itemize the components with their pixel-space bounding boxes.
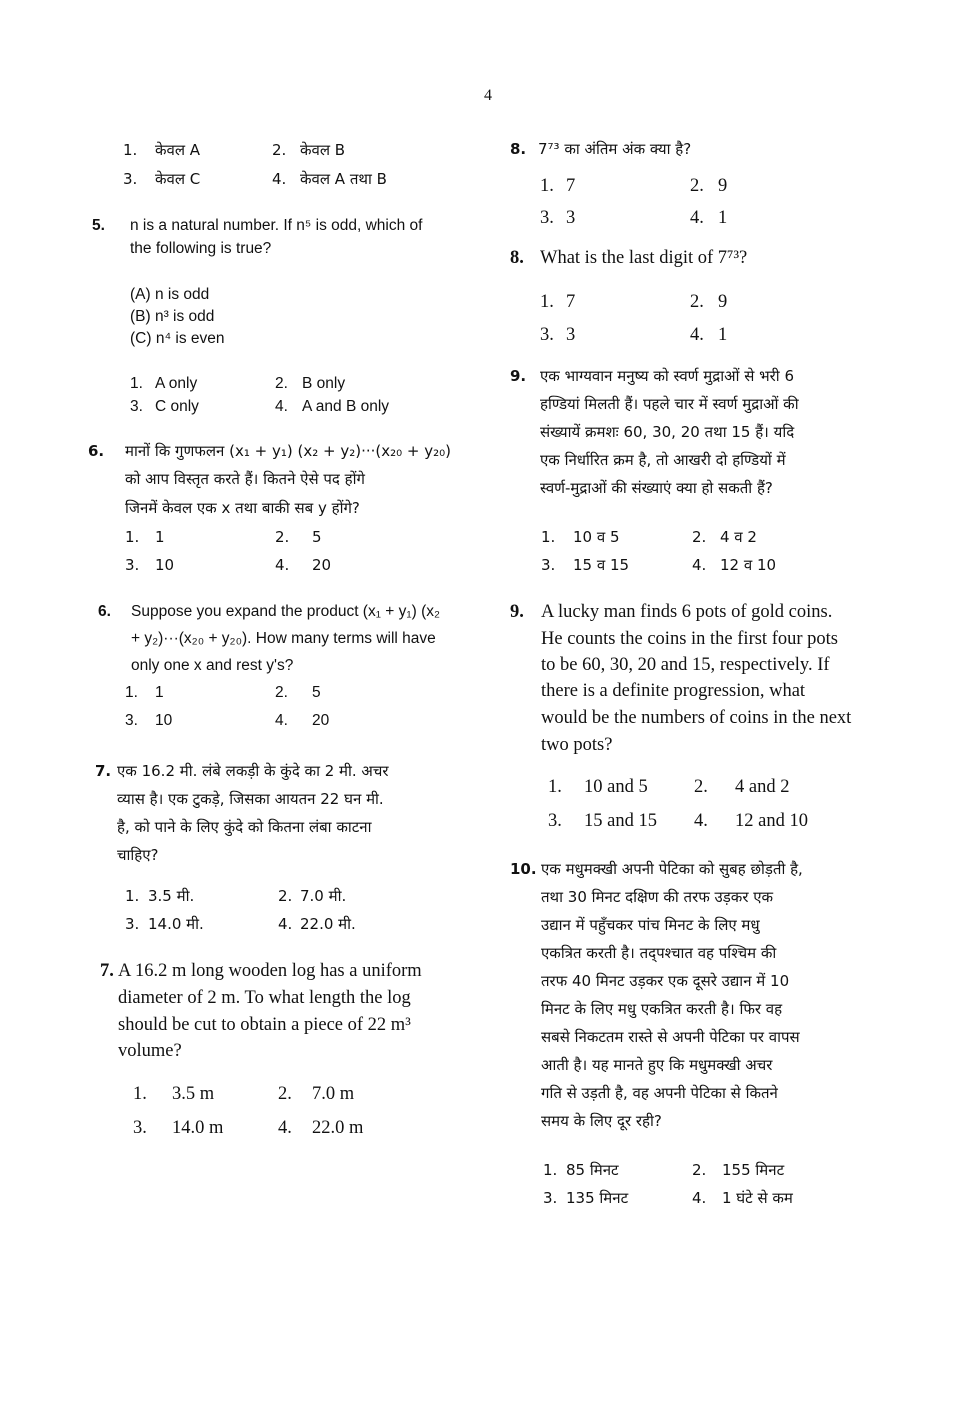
question-text-line: diameter of 2 m. To what length the log (118, 988, 411, 1008)
question-text-line: to be 60, 30, 20 and 15, respectively. If (541, 655, 830, 675)
question-text-line: volume? (118, 1041, 182, 1061)
option-text: केवल C (155, 170, 201, 188)
option-number: 2. (692, 1161, 707, 1179)
option-text: 15 and 15 (584, 811, 657, 831)
option-text: 7.0 m (312, 1084, 355, 1104)
option-number: 3. (130, 398, 143, 415)
question-text-line: only one x and rest y's? (131, 657, 294, 674)
option-number: 4. (690, 325, 704, 345)
option-number: 4. (690, 208, 704, 228)
question-text-line: तथा 30 मिनट दक्षिण की तरफ उड़कर एक (541, 888, 774, 906)
option-number: 1. (548, 777, 562, 797)
question-text-line: मानों कि गुणफलन (x₁ + y₁) (x₂ + y₂)···(x₂₀ + y₂₀) (125, 442, 451, 460)
question-text-line: He counts the coins in the first four pots (541, 629, 838, 649)
option-number: 3. (541, 556, 556, 574)
option-number: 4. (275, 398, 288, 415)
option-number: 1. (125, 684, 138, 701)
option-text: 135 मिनट (566, 1189, 629, 1207)
option-number: 1. (130, 375, 143, 392)
option-text: केवल B (300, 141, 346, 159)
option-text: A only (155, 375, 198, 392)
option-number: 4. (275, 556, 290, 574)
question-text-line: उद्यान में पहुँचकर पांच मिनट के लिए मधु (541, 916, 760, 934)
question-number: 7. (95, 762, 112, 780)
option-number: 4. (278, 915, 293, 933)
option-number: 1. (540, 176, 554, 196)
option-text: 10 व 5 (573, 528, 620, 546)
question-text-line: A lucky man finds 6 pots of gold coins. (541, 602, 833, 622)
question-number: 7. (100, 961, 114, 981)
option-number: 2. (272, 141, 287, 159)
option-number: 1. (125, 887, 140, 905)
question-text-line: 7⁷³ का अंतिम अंक क्या है? (538, 140, 692, 158)
option-text: 3.5 मी. (148, 887, 195, 905)
option-text: 9 (718, 292, 728, 312)
page-number: 4 (484, 87, 492, 104)
question-text-line: What is the last digit of 7⁷³? (540, 248, 748, 268)
statement: (B) n³ is odd (130, 308, 215, 325)
option-text: 9 (718, 176, 728, 196)
question-text-line: there is a definite progression, what (541, 681, 806, 701)
option-number: 1. (125, 528, 140, 546)
option-text: 14.0 m (172, 1118, 224, 1138)
option-text: B only (302, 375, 346, 392)
option-number: 3. (125, 915, 140, 933)
option-text: 22.0 m (312, 1118, 364, 1138)
question-text-line: n is a natural number. If n⁵ is odd, which of (130, 217, 423, 234)
option-number: 4. (692, 556, 707, 574)
statement: (A) n is odd (130, 286, 210, 303)
option-text: 10 and 5 (584, 777, 648, 797)
question-text-line: जिनमें केवल एक x तथा बाकी सब y होंगे? (125, 499, 360, 517)
option-number: 3. (540, 208, 554, 228)
option-text: 4 and 2 (735, 777, 790, 797)
question-number: 9. (510, 602, 524, 622)
option-number: 2. (278, 1084, 292, 1104)
option-text: 85 मिनट (566, 1161, 619, 1179)
option-number: 1. (133, 1084, 147, 1104)
option-number: 2. (275, 684, 288, 701)
question-text-line: हण्डियां मिलती हैं। पहले चार में स्वर्ण मुद्राओं की (540, 395, 799, 413)
option-number: 4. (275, 712, 288, 729)
option-number: 3. (543, 1189, 558, 1207)
option-text: केवल A (155, 141, 201, 159)
option-number: 1. (543, 1161, 558, 1179)
option-text: 10 (155, 556, 175, 574)
option-number: 2. (275, 375, 288, 392)
question-text-line: would be the numbers of coins in the next (541, 708, 852, 728)
question-text-line: चाहिए? (117, 846, 159, 864)
option-text: 155 मिनट (722, 1161, 785, 1179)
option-number: 1. (540, 292, 554, 312)
option-number: 1. (541, 528, 556, 546)
question-text-line: समय के लिए दूर रही? (541, 1112, 662, 1130)
question-text-line: the following is true? (130, 240, 272, 257)
option-number: 2. (694, 777, 708, 797)
question-text-line: को आप विस्तृत करते हैं। कितने ऐसे पद होंगे (125, 470, 365, 488)
option-number: 2. (278, 887, 293, 905)
option-number: 4. (692, 1189, 707, 1207)
question-text-line: एक मधुमक्खी अपनी पेटिका को सुबह छोड़ती है, (541, 860, 803, 878)
option-number: 3. (133, 1118, 147, 1138)
question-number: 5. (92, 217, 105, 234)
option-text: 1 (718, 208, 728, 228)
option-text: 5 (312, 684, 321, 701)
question-text-line: + y₂)···(x₂₀ + y₂₀). How many terms will have (131, 630, 436, 647)
question-text-line: स्वर्ण-मुद्राओं की संख्याएं क्या हो सकती हैं? (540, 479, 773, 497)
option-number: 4. (278, 1118, 292, 1138)
option-text: 1 (155, 684, 164, 701)
option-text: 12 व 10 (720, 556, 777, 574)
option-number: 4. (694, 811, 708, 831)
option-number: 1. (123, 141, 138, 159)
option-text: 3 (566, 325, 576, 345)
option-text: 20 (312, 556, 332, 574)
question-text-line: सबसे निकटतम रास्ते से अपनी पेटिका पर वापस (541, 1028, 800, 1046)
option-text: 3.5 m (172, 1084, 215, 1104)
option-text: C only (155, 398, 199, 415)
question-text-line: एक निर्धारित क्रम है, तो आखरी दो हण्डियों में (540, 451, 786, 469)
question-text-line: आती है। यह मानते हुए कि मधुमक्खी अचर (541, 1056, 773, 1074)
option-number: 3. (125, 556, 140, 574)
option-number: 2. (690, 292, 704, 312)
question-text-line: two pots? (541, 735, 613, 755)
option-text: 15 व 15 (573, 556, 630, 574)
option-text: 1 (155, 528, 165, 546)
question-text-line: संख्यायें क्रमशः 60, 30, 20 तथा 15 हैं। यदि (540, 423, 795, 441)
option-text: 3 (566, 208, 576, 228)
question-text-line: एक भाग्यवान मनुष्य को स्वर्ण मुद्राओं से भरी 6 (540, 367, 794, 385)
question-number: 9. (510, 367, 527, 385)
option-text: 1 घंटे से कम (722, 1189, 793, 1207)
option-text: 10 (155, 712, 173, 729)
question-text-line: Suppose you expand the product (x₁ + y₁) (x₂ (131, 603, 440, 620)
option-text: 5 (312, 528, 322, 546)
option-text: केवल A तथा B (300, 170, 387, 188)
option-number: 3. (540, 325, 554, 345)
question-number: 6. (88, 442, 105, 460)
question-text-line: गति से उड़ती है, वह अपनी पेटिका से कितने (541, 1084, 778, 1102)
option-text: 1 (718, 325, 728, 345)
option-text: 20 (312, 712, 330, 729)
option-text: 7 (566, 292, 576, 312)
option-text: 12 and 10 (735, 811, 808, 831)
question-text-line: है, को पाने के लिए कुंदे को कितना लंबा काटना (117, 818, 372, 836)
question-text-line: व्यास है। एक टुकड़े, जिसका आयतन 22 घन मी. (117, 790, 384, 808)
option-text: 7 (566, 176, 576, 196)
question-text-line: एकत्रित करती है। तद्पश्चात वह पश्चिम की (541, 944, 777, 962)
option-number: 2. (690, 176, 704, 196)
question-number: 8. (510, 140, 527, 158)
question-text-line: A 16.2 m long wooden log has a uniform (118, 961, 422, 981)
option-text: 14.0 मी. (148, 915, 204, 933)
option-number: 3. (548, 811, 562, 831)
option-number: 3. (123, 170, 138, 188)
question-text-line: एक 16.2 मी. लंबे लकड़ी के कुंदे का 2 मी. अचर (117, 762, 389, 780)
option-number: 4. (272, 170, 287, 188)
statement: (C) n⁴ is even (130, 330, 225, 347)
option-text: 4 व 2 (720, 528, 757, 546)
option-text: 22.0 मी. (300, 915, 356, 933)
option-number: 3. (125, 712, 138, 729)
question-number: 10. (510, 860, 537, 878)
option-text: 7.0 मी. (300, 887, 347, 905)
question-text-line: should be cut to obtain a piece of 22 m³ (118, 1015, 411, 1035)
option-number: 2. (275, 528, 290, 546)
option-text: A and B only (302, 398, 390, 415)
question-number: 8. (510, 248, 524, 268)
question-text-line: तरफ 40 मिनट उड़कर एक दूसरे उद्यान में 10 (541, 972, 790, 990)
option-number: 2. (692, 528, 707, 546)
question-number: 6. (98, 603, 111, 620)
question-text-line: मिनट के लिए मधु एकत्रित करती है। फिर वह (541, 1000, 783, 1018)
